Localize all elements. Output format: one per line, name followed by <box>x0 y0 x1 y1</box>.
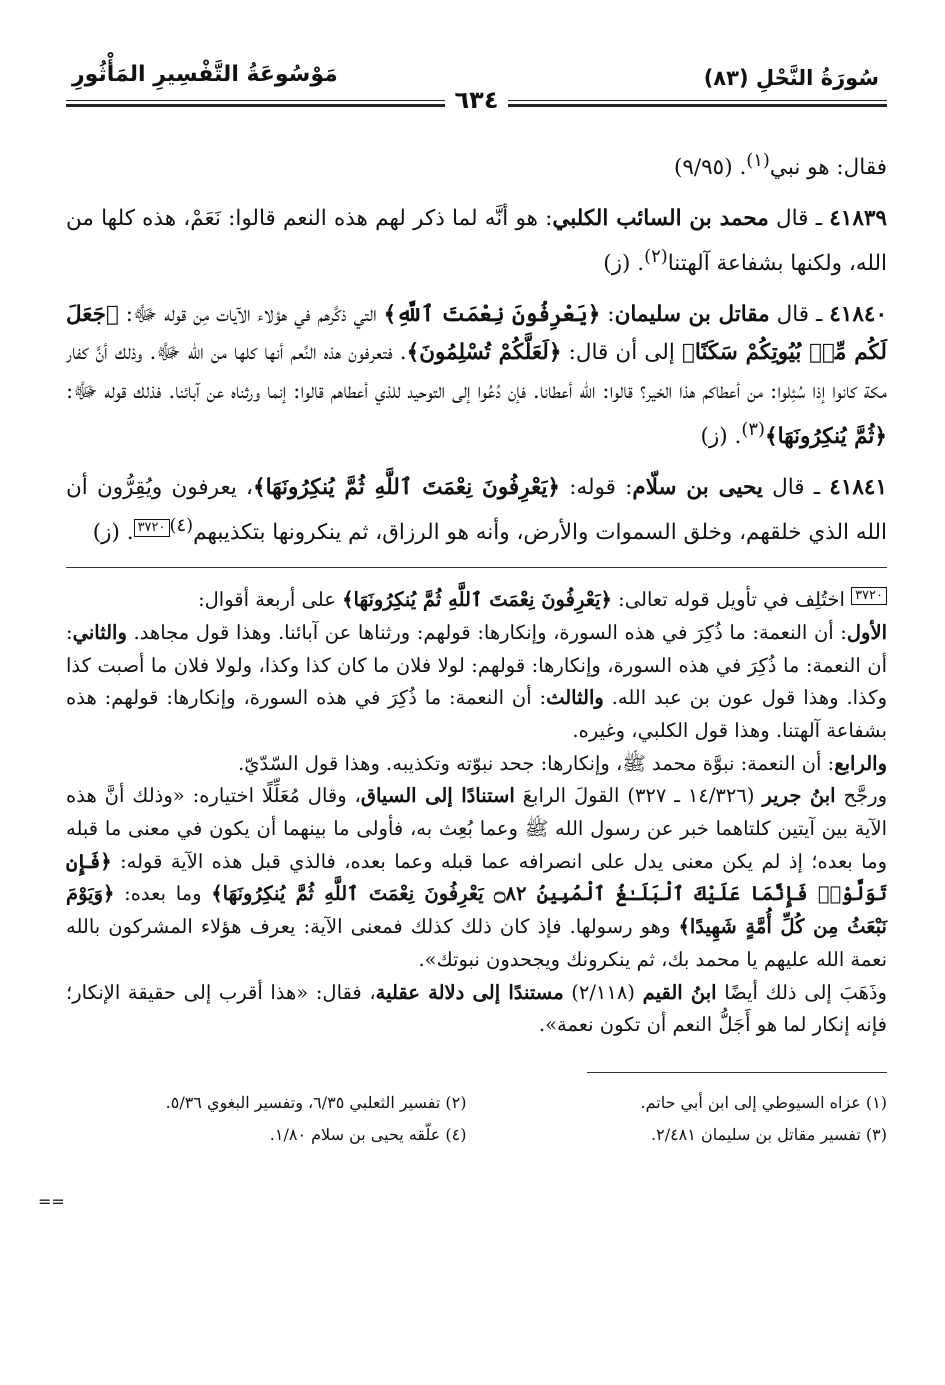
text: ـ قال <box>769 301 830 327</box>
text: إلى أن قال: <box>561 340 682 366</box>
commentary <box>66 584 887 1042</box>
text: على أربعة أقوال: <box>198 588 343 612</box>
ref: . (ز) <box>92 520 134 546</box>
commentary-ref-box[interactable]: ٣٧٢٠ <box>134 519 170 537</box>
narration-number: ٤١٨٤١ <box>829 474 888 500</box>
footnote-ref: (٤) <box>169 515 194 537</box>
commentary-intro <box>66 584 887 617</box>
text: . فتعرفون هذه النِّعم أنها كلها من الله ﷻ. وذلك أنَّ كفار مكة كانوا إذا سُئِلوا: من أعطاكم هذا الخير؟ قالوا: الله أعطانا. فإن دُعُوا إلى التوحيد للذي أعطاهم قالوا: إنما ورثناه عن آبائنا. فذلك قوله ﷻ: <box>66 340 887 404</box>
p0-text: فقال: هو نبي <box>769 155 887 181</box>
text: ورجَّح <box>835 784 887 808</box>
footnote-3: (٣) تفسير مقاتل بن سليمان ٢/٤٨١. <box>651 1124 887 1144</box>
surah-title: سُورَةُ النَّحْلِ (٨٣) <box>703 66 879 90</box>
text: : أن النعمة: ما ذُكِرَ في هذه السورة، وإنكارها: قولهم: ورثناها عن آبائنا. وهذا قول مجاهد. <box>126 620 847 644</box>
opinion-1-2 <box>66 617 887 748</box>
paragraph-0 <box>66 142 887 188</box>
ref: . (ز) <box>603 251 645 277</box>
footnote-1: (١) عزاه السيوطي إلى ابن أبي حاتم. <box>640 1092 887 1112</box>
quran-quote: ﴿يَعْرِفُونَ نِعْمَتَ ٱللَّهِ ثُمَّ يُنكِرُونَهَا﴾ <box>253 474 561 500</box>
footnote-ref: (١) <box>746 150 770 171</box>
text: وما بعده: <box>114 882 212 906</box>
footnote-divider <box>587 1072 887 1073</box>
paragraph-41839 <box>66 200 887 284</box>
quran-quote: ﴿فَإِن تَوَلَّوْا۟ فَإِنَّمَا عَلَيْكَ ٱلْبَلَـٰغُ ٱلْمُبِينُ ۝٨٢ يَعْرِفُونَ نِعْمَتَ ٱللَّهِ ثُمَّ يُنكِرُونَهَا﴾ <box>66 849 887 906</box>
text: : هو أنَّه لما ذكر لهم هذه النعم قالوا: نَعَمْ، هذه كلها من الله، ولكنها بشفاعة آلهتنا <box>66 205 887 277</box>
page-number: ٦٣٤ <box>445 86 509 114</box>
footnote-ref: (٣) <box>741 419 765 441</box>
narration-number: ٤١٨٣٩ <box>829 205 887 231</box>
ibn-qayyim <box>66 977 887 1042</box>
text: : أن النعمة: ما ذُكِرَ في هذه السورة، وإنكارها: قولهم: لولا فلان ما كان كذا وكذا، ولولا فلان ما أصبت كذا وكذا. وهذا قول عون بن عبد الله. <box>66 620 887 710</box>
commentary-number-box: ٣٧٢٠ <box>851 587 887 605</box>
text: ، فقال: «هذا أقرب إلى حقيقة الإنكار؛ فإنه إنكار لما هو أَجَلُّ النعم أن تكون نعمة». <box>66 980 887 1037</box>
scholar-name: ابنُ القيم <box>642 980 717 1004</box>
ref: . (٩/٩٥) <box>673 155 747 181</box>
narration-number: ٤١٨٤٠ <box>829 301 887 327</box>
tarjih-ibn-jarir <box>66 780 887 976</box>
footnote-ref: (٢) <box>644 246 668 268</box>
opinion-label: والثاني <box>72 620 127 644</box>
main-text <box>66 142 887 553</box>
paragraph-41840 <box>66 296 887 457</box>
text: (٢/١١٨) <box>563 980 643 1004</box>
opinion-label: والرابع <box>834 751 887 775</box>
commentary-divider <box>66 567 887 568</box>
paragraph-41841 <box>66 469 887 553</box>
text: : أن النعمة: نبوَّة محمد ﷺ، وإنكارها: جحد نبوّته وتكذيبه. وهذا قول السّدّيّ. <box>238 751 835 775</box>
opinion-4 <box>66 748 887 781</box>
text: وذَهَبَ إلى ذلك أيضًا <box>716 980 887 1004</box>
text: : قوله: <box>560 474 633 500</box>
text: اختُلِف في تأويل قوله تعالى: <box>611 588 852 612</box>
footnotes <box>66 1087 887 1151</box>
quran-quote: ﴿جَعَلَ لَكُم مِّنۢ بُيُوتِكُمْ سَكَنًا﴾ <box>66 301 887 366</box>
text: ـ قال <box>762 474 830 500</box>
narrator-name: محمد بن السائب الكلبي <box>552 205 769 231</box>
quran-quote: ﴿يَعْرِفُونَ نِعْمَتَ ٱللَّهِ﴾ <box>383 301 601 327</box>
book-title: مَوْسُوعَةُ التَّفْسِيرِ المَأْثُورِ <box>72 62 338 87</box>
quran-quote: ﴿يَعْرِفُونَ نِعْمَتَ ٱللَّهِ ثُمَّ يُنكِرُونَهَا﴾ <box>342 588 612 612</box>
method-label: استنادًا إلى السياق <box>360 784 515 808</box>
scholar-name: ابنُ جرير <box>762 784 836 808</box>
quran-quote: ﴿لَعَلَّكُمْ تُسْلِمُونَ﴾ <box>406 340 562 366</box>
ref: . (ز) <box>700 424 742 450</box>
method-label: مستندًا إلى دلالة عقلية <box>375 980 564 1004</box>
text: : <box>600 301 615 327</box>
quran-quote: ﴿ثُمَّ يُنكِرُونَهَا﴾ <box>764 424 887 450</box>
text: : أن النعمة: ما ذُكِرَ في هذه السورة، وإنكارها: قولهم: هذه بشفاعة آلهتنا. وهذا قول الكلبي، وغيره. <box>66 686 887 742</box>
text: ـ قال <box>768 205 830 231</box>
text: ، وقال مُعَلِّلًا اختياره: «وذلك أنَّ هذه الآية بين آيتين كلتاهما خبر عن رسول الله ﷺ وعما بُعِث به، فأولى ما بينهما أن يكون في معنى ما قبله وما بعده؛ إذ لم يكن معنى يدل على انصرافه عما قبله وعما بعده، فالذي قبل هذه الآية قوله: <box>66 784 887 873</box>
opinion-label: الأول <box>846 620 887 644</box>
text: (١٤/٣٢٦ ـ ٣٢٧) القولَ الرابعَ <box>514 784 763 808</box>
narrator-name: مقاتل بن سليمان <box>614 301 770 327</box>
quran-quote: ﴿وَيَوْمَ نَبْعَثُ مِن كُلِّ أُمَّةٍ شَهِيدًا﴾ <box>66 882 887 939</box>
margin-mark: == <box>38 1192 65 1211</box>
footnote-4: (٤) علّقه يحيى بن سلام ١/٨٠. <box>269 1124 467 1144</box>
text: وهو رسولها. فإذ كان ذلك كذلك فمعنى الآية: يعرف هؤلاء المشركون بالله نعمة الله عليهم يا محمد بك، ثم ينكرونك ويجحدون نبوتك». <box>66 915 887 971</box>
narrator-name: يحيى بن سلّام <box>632 474 763 500</box>
page-header <box>66 58 887 120</box>
text: ، يعرفون ويُقِرُّون أن الله الذي خلقهم، وخلق السموات والأرض، وأنه هو الرزاق، ثم ينكرونها بتكذيبهم <box>66 474 887 546</box>
footnote-2: (٢) تفسير الثعلبي ٦/٣٥، وتفسير البغوي ٥/٣٦. <box>165 1092 467 1112</box>
text: التي ذكَّرهم في هؤلاء الآيات مِن قوله ﷻ: <box>118 301 384 327</box>
opinion-label: والثالث <box>546 686 604 710</box>
